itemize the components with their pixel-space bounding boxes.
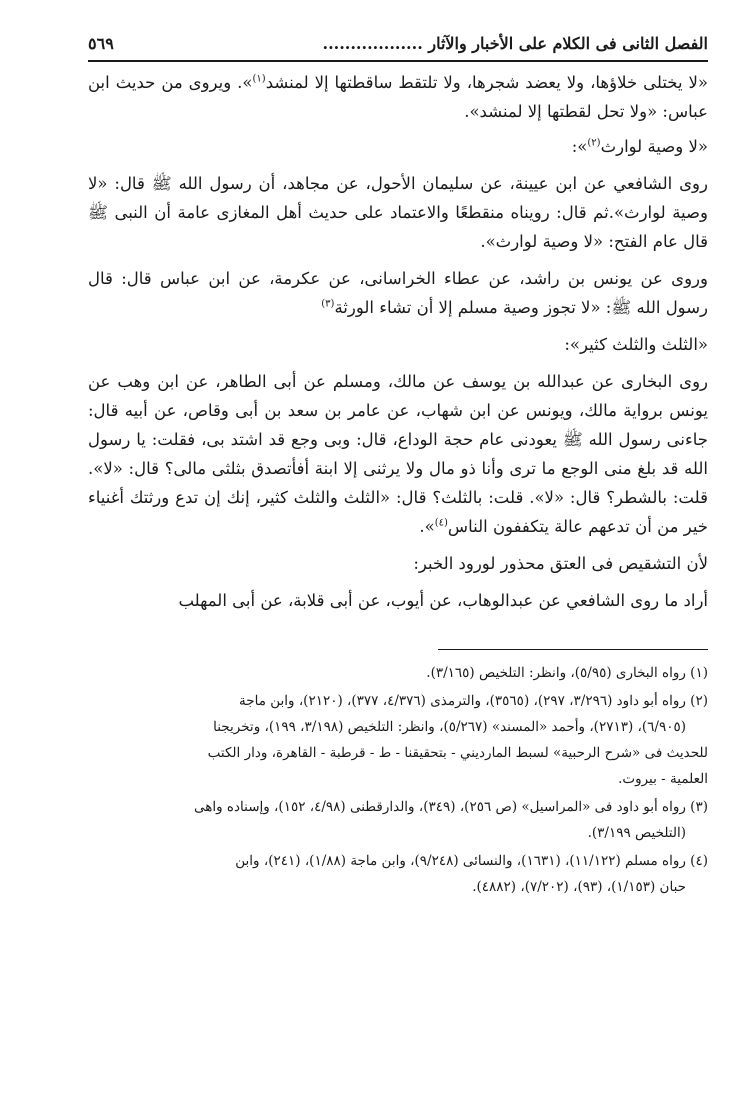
paragraph-2 (88, 169, 708, 256)
text-line: وقاص، عن أبيه قال: جاءنى رسول الله ﷺ يعودنى عام حجة الوداع، قال: وبى وجع (88, 401, 709, 449)
section-heading-no-bequest (88, 132, 708, 161)
heading-text: »: (571, 137, 588, 156)
text-line: قال رسول الله ﷺ: «لا تجوز وصية مسلم إلا أن تشاء الورثة (88, 269, 708, 317)
running-header (88, 34, 708, 62)
paragraph-6: أراد ما روى الشافعي عن عبدالوهاب، عن أيوب، عن أبى قلابة، عن أبى المهلب (178, 591, 708, 610)
footnotes (88, 660, 708, 900)
footnote-ref-1: (١) (252, 73, 266, 85)
footnote-line: (٣) رواه أبو داود فى «المراسيل» (ص ٢٥٦)، (٣٤٩)، والدارقطنى (٤/٩٨، ١٥٢)، وإسناده واهى (193, 799, 708, 815)
footnote-line: (٦/٩٠٥)، (٢٧١٣)، وأحمد «المسند» (٥/٢٦٧)، وانظر: التلخيص (٣/١٩٨، ١٩٩)، وتخريجنا (213, 719, 686, 735)
footnote-line: حبان (١/١٥٣)، (٩٣)، (٧/٢٠٢)، (٤٨٨٢). (472, 879, 686, 895)
footnote-line: (٤) رواه مسلم (١١/١٢٢)، (١٦٣١)، والنسائى (٩/٢٤٨)، وابن ماجة (١/٨٨)، (٢٤١)، وابن (235, 853, 708, 869)
footnote-2 (88, 688, 708, 792)
book-page (88, 34, 708, 902)
footnote-line: للحديث فى «شرح الرحبية» لسبط المارديني - بتحقيقنا - ط - قرطبة - القاهرة، ودار الكتب (207, 745, 708, 761)
text-line: ». ويروى من (161, 73, 253, 92)
text-line: ». (419, 517, 435, 536)
footnote-4 (88, 848, 708, 900)
paragraph-4 (88, 367, 708, 541)
footnote-divider (438, 649, 708, 650)
paragraph-1 (88, 68, 708, 126)
text-line: «لا يختلى خلاؤها، ولا يعضد شجرها، ولا تلتقط ساقطتها إلا لمنشد (265, 73, 708, 92)
footnote-line: (التلخيص ٣/١٩٩). (587, 825, 686, 841)
footnote-1: (١) رواه البخارى (٥/٩٥)، وانظر: التلخيص (٣/١٦٥). (426, 665, 708, 681)
text-line: عامة أن النبى ﷺ قال عام الفتح: «لا وصية لوارث». (88, 203, 708, 251)
section-heading-one-third: «الثلث والثلث كثير»: (564, 335, 708, 354)
footnote-ref-4: (٤) (434, 517, 448, 529)
text-line: قال: «لا وصية لوارث».ثم قال: رويناه منقطعًا والاعتماد على حديث أهل المغازى (88, 174, 708, 222)
footnote-ref-3: (٣) (321, 298, 335, 310)
text-line: «الثلث والثلث كثير، إنك إن تدع ورثتك أغنياء خير من أن تدعهم عالة يتكففون (88, 488, 708, 536)
text-line: حديث ابن عباس: «ولا تحل لقطتها إلا لمنشد». (88, 73, 708, 121)
chapter-title-text: الفصل الثانى فى الكلام على الأخبار والآثار (428, 34, 708, 53)
paragraph-5: لأن التشقيص فى العتق محذور لورود الخبر: (413, 554, 708, 573)
footnote-line: (٢) رواه أبو داود (٣/٢٩٦، ٢٩٧)، (٣٥٦٥)، والترمذى (٤/٣٧٦، ٣٧٧)، (٢١٢٠)، وابن ماجة (239, 693, 708, 709)
chapter-title (323, 34, 709, 53)
text-line: قد اشتد بى، فقلت: يا رسول الله قد بلغ منى الوجع ما ترى وأنا ذو مال ولا يرثنى إلا (88, 430, 708, 478)
footnote-line: العلمية - بيروت. (618, 771, 708, 787)
text-line: روى البخارى عن عبدالله بن يوسف عن مالك، ومسلم عن أبى الطاهر، عن ابن (157, 372, 709, 391)
text-line: الناس (447, 517, 488, 536)
main-text (88, 68, 708, 615)
text-line: وروى عن يونس بن راشد، عن عطاء الخراسانى، عن عكرمة، عن ابن عباس قال: (121, 269, 708, 288)
heading-text: «لا وصية لوارث (600, 137, 708, 156)
footnote-3 (88, 794, 708, 846)
footnote-ref-2: (٢) (587, 137, 601, 149)
text-line: وهب عن يونس برواية مالك، ويونس عن ابن شهاب، عن عامر بن سعد بن أبى (88, 372, 708, 420)
text-line: ابنة أفأتصدق بثلثى مالى؟ قال: «لا». قلت: بالشطر؟ قال: «لا». قلت: بالثلث؟ قال: (88, 459, 708, 507)
paragraph-3 (88, 264, 708, 322)
page-number: ٥٦٩ (88, 34, 114, 53)
leader-dots: .................. (322, 34, 423, 53)
text-line: روى الشافعي عن ابن عيينة، عن سليمان الأحول، عن مجاهد، أن رسول الله ﷺ (151, 174, 708, 193)
